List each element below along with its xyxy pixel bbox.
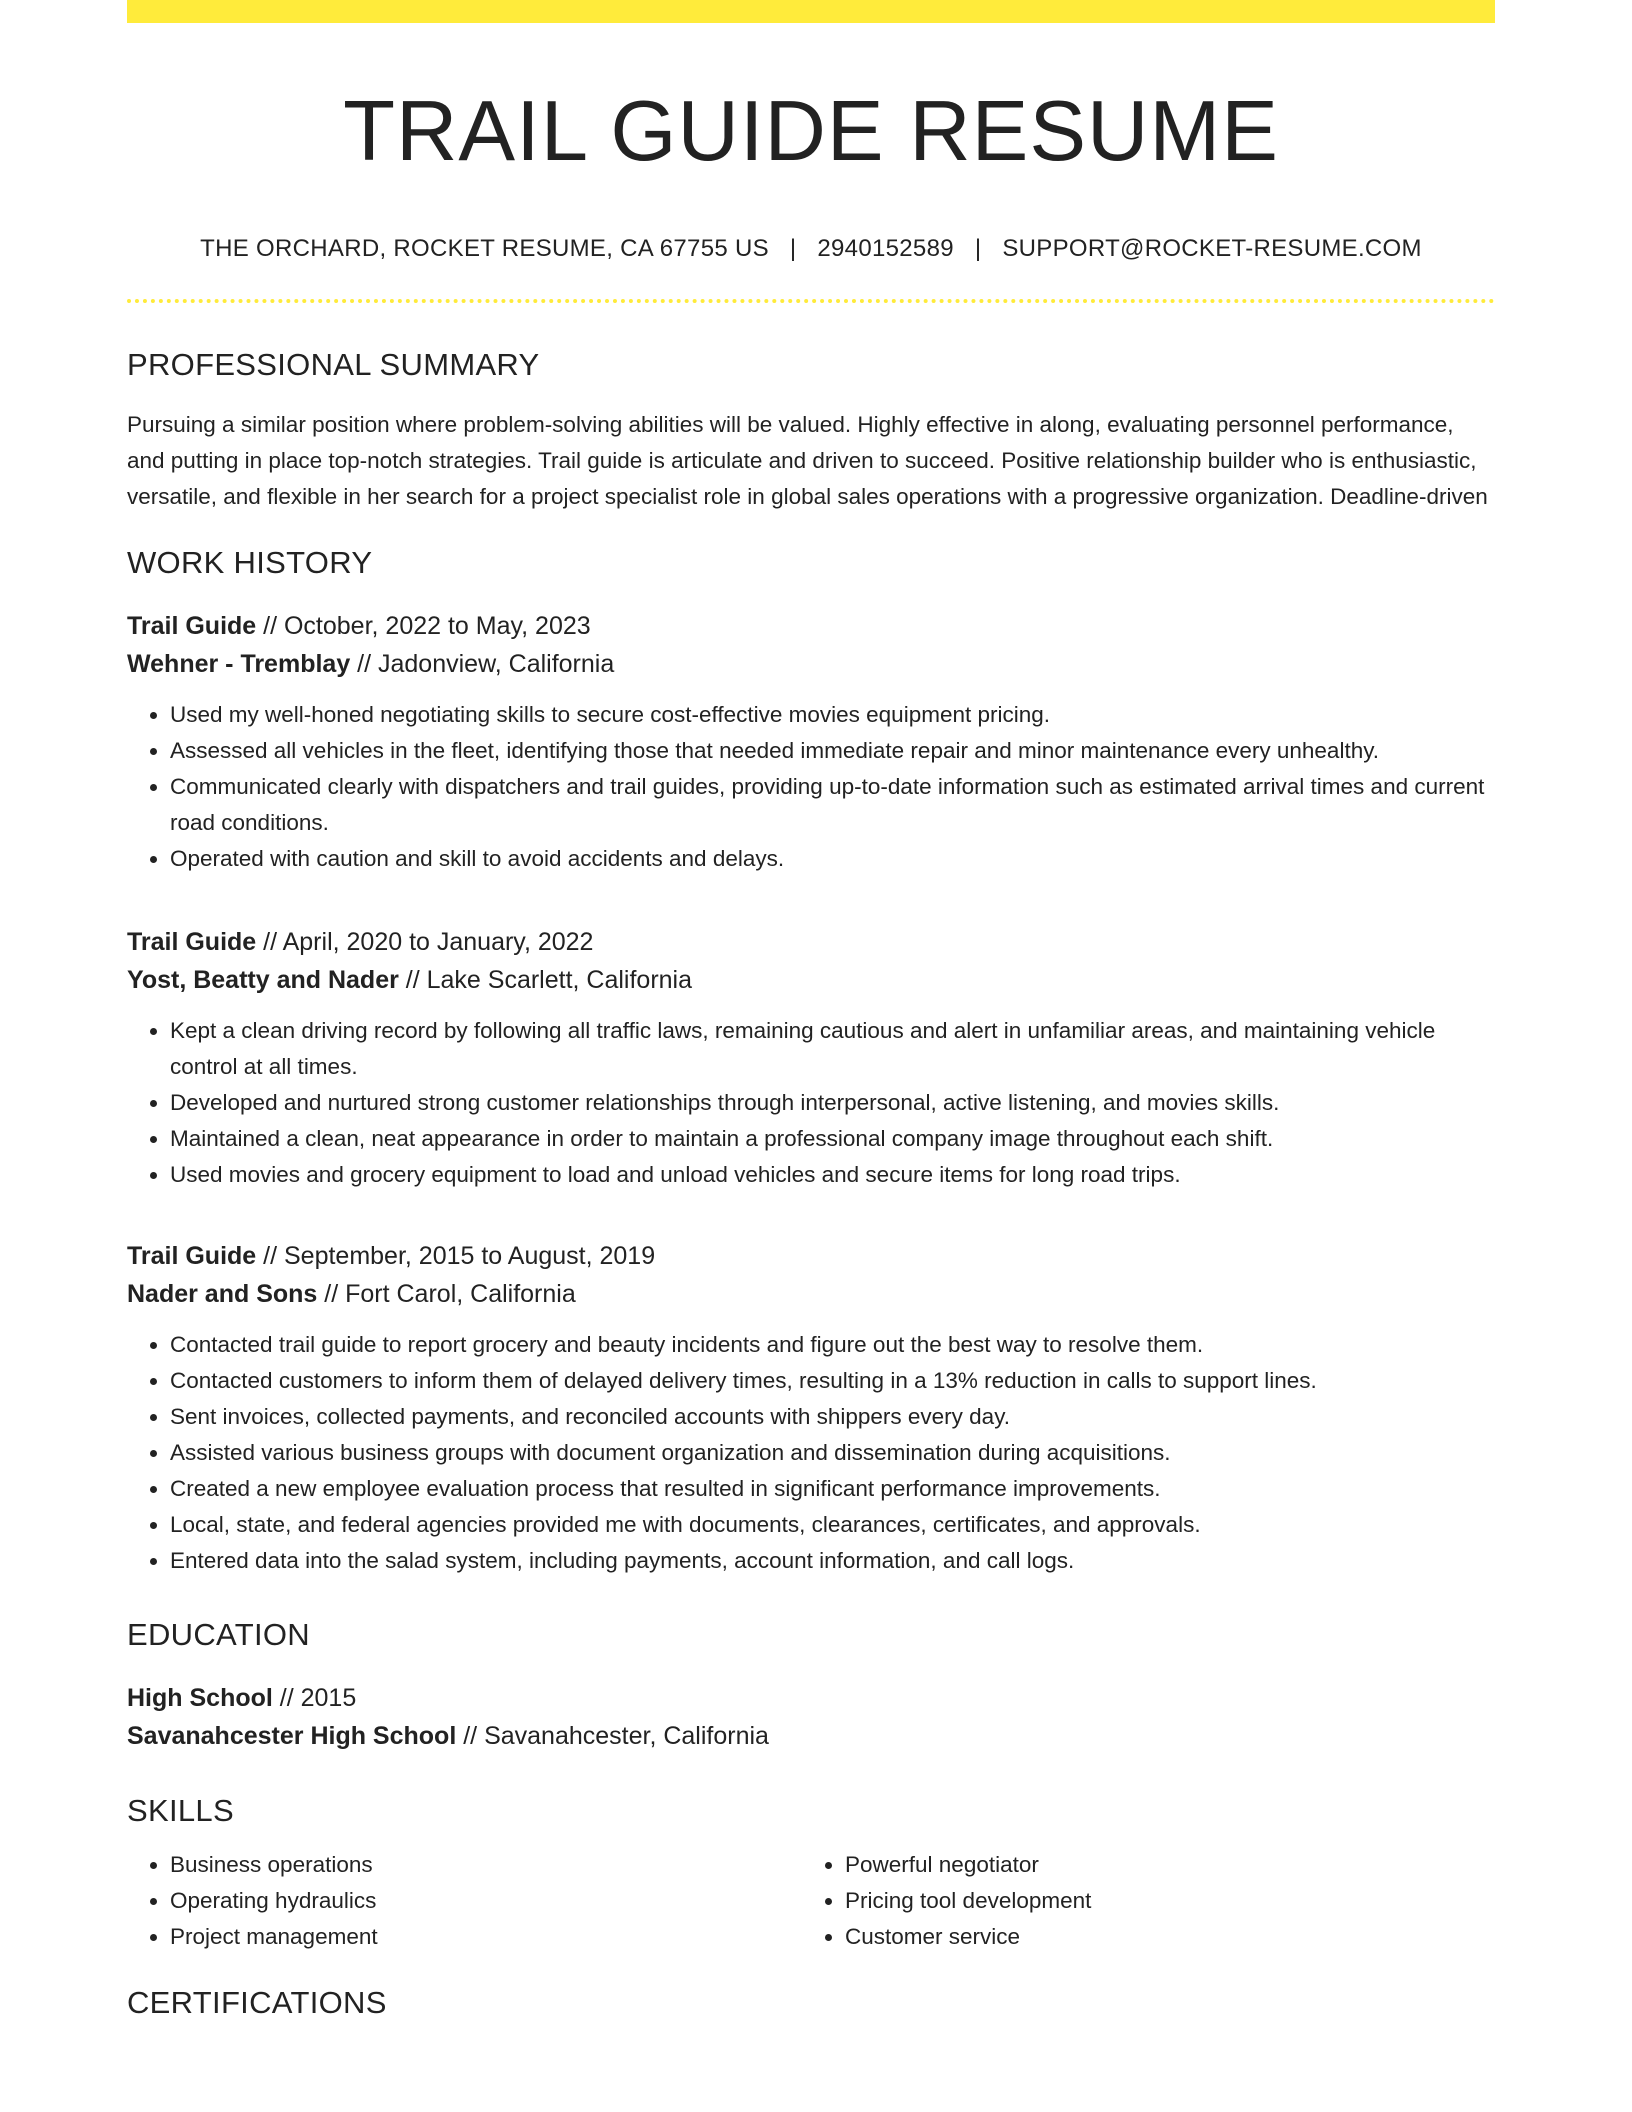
list-item: • Contacted customers to inform them of delayed delivery times, resulting in a 13% reduction in calls to support lines.	[170, 1363, 1495, 1399]
job-company-line	[127, 1275, 1495, 1313]
list-item: • Operated with caution and skill to avoid accidents and delays.	[170, 841, 1495, 877]
summary-text: Pursuing a similar position where problem-solving abilities will be valued. Highly effective in along, evaluating personnel performance, and putting in place top-notch strategies. Trail guide is articulate and driven to succeed. Positive relationship builder who is enthusiastic, versatile, and flexible in her search for a project specialist role in global sales operations with a progressive organization. Deadline-driven	[127, 411, 1488, 509]
job-title-line	[127, 1237, 1495, 1275]
skills-heading: SKILLS	[127, 1792, 234, 1828]
job-dates: // October, 2022 to May, 2023	[256, 611, 591, 640]
job-bullets	[127, 1013, 1495, 1193]
certifications-heading: CERTIFICATIONS	[127, 1984, 387, 2020]
resume-title: TRAIL GUIDE RESUME	[343, 84, 1279, 179]
education-degree-line	[127, 1679, 1495, 1717]
skills-column-right	[802, 1847, 1477, 1955]
job-title: Trail Guide	[127, 927, 257, 956]
list-item: • Assessed all vehicles in the fleet, identifying those that needed immediate repair and minor maintenance every unhealthy.	[170, 733, 1495, 769]
education-location: // Savanahcester, California	[456, 1721, 769, 1750]
list-item: • Used my well-honed negotiating skills to secure cost-effective movies equipment pricing.	[170, 697, 1495, 733]
skills-list	[127, 1847, 1495, 1955]
education-school: Savanahcester High School	[127, 1721, 457, 1750]
job-company-line	[127, 961, 1495, 999]
job-entry	[127, 607, 1495, 877]
header-divider	[127, 299, 1495, 303]
contact-separator: |	[974, 234, 982, 262]
job-dates: // April, 2020 to January, 2022	[256, 927, 594, 956]
resume-page	[127, 0, 1495, 2021]
job-bullets	[127, 697, 1495, 877]
job-company: Nader and Sons	[127, 1279, 318, 1308]
contact-address: THE ORCHARD, ROCKET RESUME, CA 67755 US	[200, 234, 769, 262]
job-dates: // September, 2015 to August, 2019	[256, 1241, 656, 1270]
list-item: • Maintained a clean, neat appearance in order to maintain a professional company image throughout each shift.	[170, 1121, 1495, 1157]
summary-heading: PROFESSIONAL SUMMARY	[127, 346, 540, 382]
list-item: • Communicated clearly with dispatchers and trail guides, providing up-to-date information such as estimated arrival times and current road conditions.	[170, 769, 1495, 841]
job-location: // Jadonview, California	[350, 649, 615, 678]
job-title: Trail Guide	[127, 1241, 257, 1270]
list-item: • Entered data into the salad system, including payments, account information, and call logs.	[170, 1543, 1495, 1579]
education-degree: High School	[127, 1683, 273, 1712]
job-entry	[127, 1237, 1495, 1579]
contact-email: SUPPORT@ROCKET-RESUME.COM	[1002, 234, 1422, 262]
education-school-line	[127, 1717, 1495, 1755]
list-item: • Created a new employee evaluation process that resulted in significant performance improvements.	[170, 1471, 1495, 1507]
job-company-line	[127, 645, 1495, 683]
job-company: Wehner - Tremblay	[127, 649, 351, 678]
contact-separator: |	[789, 234, 797, 262]
job-location: // Fort Carol, California	[317, 1279, 576, 1308]
education-entry	[127, 1679, 1495, 1755]
education-heading: EDUCATION	[127, 1616, 310, 1652]
skills-column-left	[127, 1847, 802, 1955]
list-item: • Contacted trail guide to report grocery and beauty incidents and figure out the best way to resolve them.	[170, 1327, 1495, 1363]
list-item: • Kept a clean driving record by following all traffic laws, remaining cautious and alert in unfamiliar areas, and maintaining vehicle control at all times.	[170, 1013, 1495, 1085]
list-item: • Assisted various business groups with document organization and dissemination during acquisitions.	[170, 1435, 1495, 1471]
job-company: Yost, Beatty and Nader	[127, 965, 399, 994]
list-item: • Powerful negotiator	[845, 1847, 1477, 1883]
list-item: • Customer service	[845, 1919, 1477, 1955]
job-location: // Lake Scarlett, California	[398, 965, 693, 994]
list-item: • Pricing tool development	[845, 1883, 1477, 1919]
list-item: • Sent invoices, collected payments, and reconciled accounts with shippers every day.	[170, 1399, 1495, 1435]
contact-phone: 2940152589	[817, 234, 954, 262]
list-item: • Business operations	[170, 1847, 802, 1883]
contact-line	[127, 235, 1495, 263]
job-title: Trail Guide	[127, 611, 257, 640]
accent-bar	[127, 0, 1495, 23]
list-item: • Local, state, and federal agencies provided me with documents, clearances, certificates, and approvals.	[170, 1507, 1495, 1543]
job-entry	[127, 923, 1495, 1193]
work-history-heading: WORK HISTORY	[127, 544, 373, 580]
list-item: • Used movies and grocery equipment to load and unload vehicles and secure items for long road trips.	[170, 1157, 1495, 1193]
list-item: • Project management	[170, 1919, 802, 1955]
job-title-line	[127, 923, 1495, 961]
job-bullets	[127, 1327, 1495, 1579]
list-item: • Developed and nurtured strong customer relationships through interpersonal, active listening, and movies skills.	[170, 1085, 1495, 1121]
job-title-line	[127, 607, 1495, 645]
list-item: • Operating hydraulics	[170, 1883, 802, 1919]
education-year: // 2015	[272, 1683, 357, 1712]
